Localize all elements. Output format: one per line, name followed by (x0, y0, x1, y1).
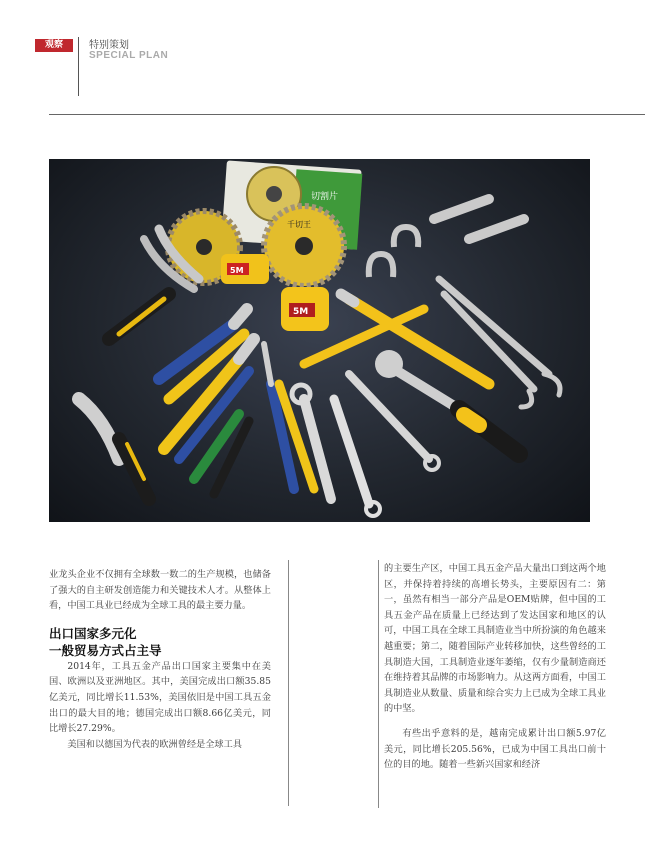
article-column-left (49, 567, 271, 752)
tools-illustration (49, 159, 590, 522)
tools-photo (49, 159, 590, 522)
section-title-en: SPECIAL PLAN (89, 50, 169, 61)
paragraph: 美国和以德国为代表的欧洲曾经是全球工具 (67, 738, 242, 750)
turnbuckles (434, 199, 560, 407)
column-divider-right (378, 560, 379, 808)
svg-text:5M: 5M (230, 266, 244, 275)
blade-text: 千切王 (287, 220, 311, 229)
tape-measure-small (221, 254, 269, 284)
tape-measure-large (281, 287, 329, 331)
paragraph: 2014年，工具五金产品出口国家主要集中在美国、欧洲以及亚洲地区。其中，美国完成出口额35.85亿美元，同比增长11.53%，美国依旧是中国工具五金出口的最大目的地；德国完成出口额8.66亿美元，同比增长27.29%。 (49, 660, 271, 735)
paragraph: 的主要生产区，中国工具五金产品大量出口到这两个地区，并保持着持续的高增长势头，主要原因有二：第一，虽然有相当一部分产品是OEM贴牌，但中国的工具五金产品在质量上已经达到了发达国家和地区的认可，中国工具在全球工具制造业当中所扮演的角色越来越重要；第二，随着国际产业转移加快，这些曾经的工具制造大国，工具制造业逐年萎缩，仅有少量制造商还在维持着其品牌的市场影响力。从这两方面看，中国工具制造业从数量、质量和综合实力上已成为全球工具业的中坚。 (384, 563, 606, 715)
box-text: 切割片 (311, 192, 339, 202)
paragraph: 有些出乎意料的是，越南完成累计出口额5.97亿美元，同比增长205.56%，已成为中国工具出口前十位的目的地。随着一些新兴国家和经济 (384, 727, 606, 771)
section-title-cn: 特别策划 (89, 40, 129, 51)
svg-text:5M: 5M (293, 307, 309, 317)
subheading: 一般贸易方式占主导 (49, 642, 162, 658)
subheading: 出口国家多元化 (49, 625, 137, 641)
cutting-disc-right (264, 206, 344, 286)
section-tag: 观察 (35, 39, 73, 52)
shackles (369, 227, 419, 277)
header-divider (78, 37, 79, 96)
header-rule (49, 114, 645, 115)
article-column-right (384, 561, 606, 773)
paragraph: 业龙头企业不仅拥有全球数一数二的生产规模，也储备了强大的自主研发创造能力和关键技术人才。从整体上看，中国工具业已经成为全球工具的最主要力量。 (49, 569, 271, 612)
combination-wrench (334, 399, 380, 516)
page-header (0, 0, 645, 115)
ratchet-handle (375, 350, 519, 454)
vise-grip (79, 399, 149, 499)
column-divider-left (288, 560, 289, 806)
